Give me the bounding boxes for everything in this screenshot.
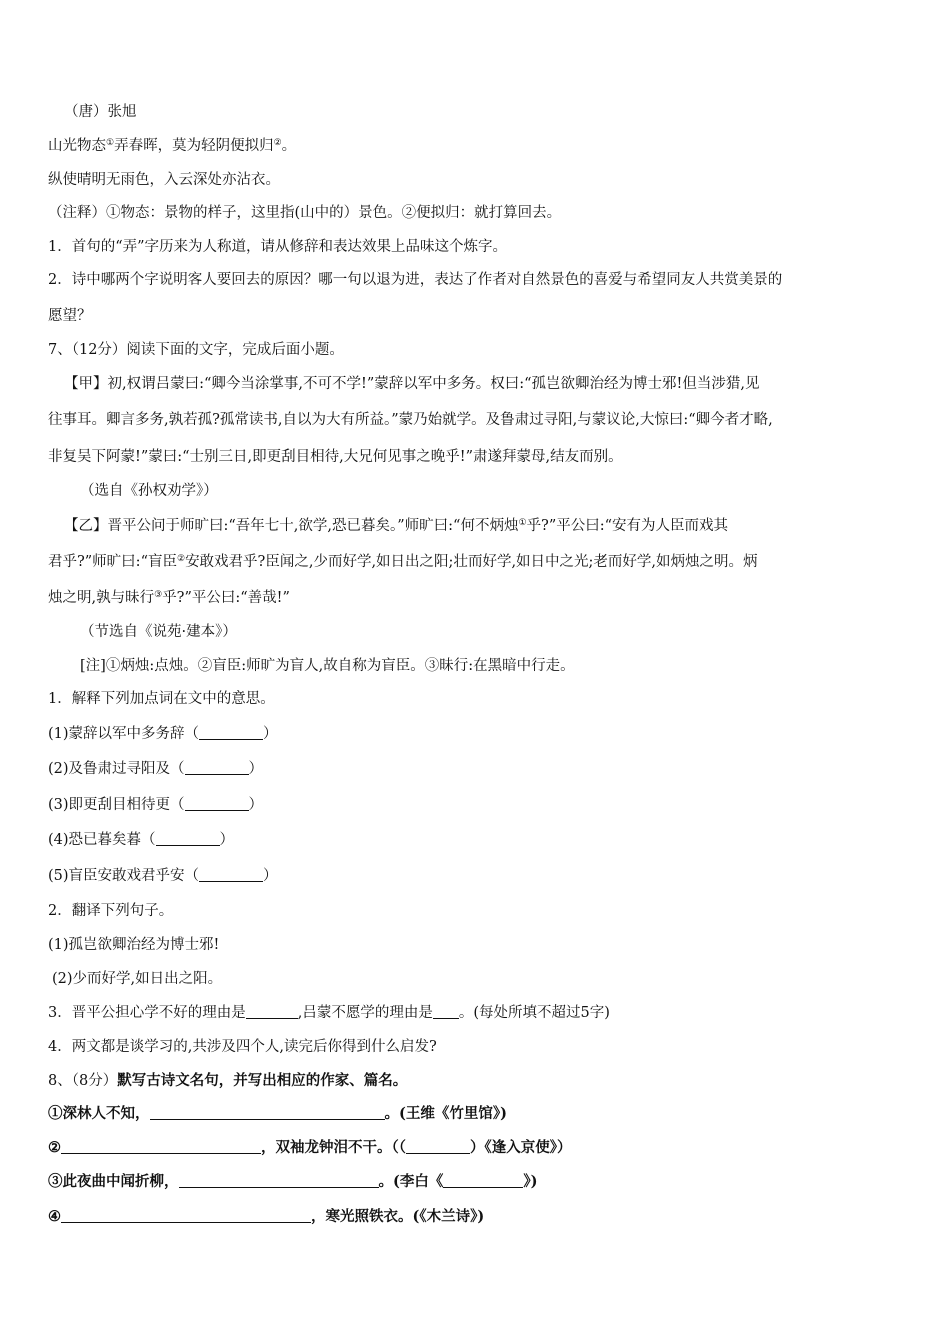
answer-blank[interactable] bbox=[179, 1173, 379, 1188]
item-text: (4)恐已暮矣暮（ bbox=[48, 832, 156, 848]
answer-blank[interactable] bbox=[199, 867, 263, 882]
item-text: (1)蒙辞以军中多务辞（ bbox=[48, 726, 200, 742]
q7-sub2-title: 2．翻译下列句子。 bbox=[48, 903, 174, 919]
poem-line-1-part-a: 山光物态 bbox=[48, 138, 106, 154]
q8-item-2-part-b: ，双袖龙钟泪不干。（（ bbox=[261, 1139, 406, 1156]
q7-yi-line-3-part-a: 烛之明,孰与昧行 bbox=[48, 590, 155, 606]
q7-sub1-item-5 bbox=[48, 867, 278, 885]
poem-question-2-line-2: 愿望？ bbox=[48, 308, 92, 324]
q8-item-3-part-c: 》) bbox=[523, 1173, 538, 1190]
item-text: (5)盲臣安敢戏君乎安（ bbox=[48, 868, 200, 884]
answer-blank[interactable] bbox=[185, 760, 249, 775]
q7-sub3-part-a: 3．晋平公担心学不好的理由是 bbox=[48, 1005, 246, 1021]
item-close: ） bbox=[219, 832, 235, 848]
q7-notes: [注]①炳烛:点烛。②盲臣:师旷为盲人,故自称为盲臣。③昧行:在黑暗中行走。 bbox=[80, 658, 575, 674]
q8-item-1-part-b: 。(王维《竹里馆》) bbox=[384, 1105, 507, 1122]
poem-author: （唐）张旭 bbox=[64, 104, 137, 120]
q8-header-instruction: 默写古诗文名句，并写出相应的作家、篇名。 bbox=[117, 1072, 408, 1089]
answer-blank[interactable] bbox=[246, 1004, 298, 1019]
q8-item-4-part-b: ，寒光照铁衣。(《木兰诗》) bbox=[311, 1208, 485, 1225]
poem-line-1 bbox=[48, 137, 296, 155]
answer-blank[interactable] bbox=[443, 1173, 523, 1188]
item-close: ） bbox=[263, 868, 278, 884]
item-text: (2)及鲁肃过寻阳及（ bbox=[48, 761, 185, 777]
q7-yi-line-2-part-b: 安敢戏君乎?臣闻之,少而好学,如日出之阳;壮而好学,如日中之光;老而好学,如炳烛之明。炳 bbox=[185, 554, 758, 570]
q8-item-1-part-a: ①深林人不知， bbox=[48, 1105, 150, 1122]
q7-sub2-item-1: (1)孤岂欲卿治经为博士邪! bbox=[48, 937, 220, 953]
q8-item-1 bbox=[48, 1105, 507, 1123]
q8-header bbox=[48, 1072, 407, 1090]
item-close: ） bbox=[248, 761, 264, 777]
q8-item-3-part-b: 。(李白《 bbox=[378, 1173, 444, 1190]
q7-jia-line-3: 非复吴下阿蒙!”蒙曰:“士别三日,即更刮目相待,大兄何见事之晚乎!”肃遂拜蒙母,结友而别。 bbox=[48, 449, 623, 465]
footnote-mark-yi-3: ③ bbox=[154, 590, 163, 600]
footnote-mark-2: ② bbox=[273, 138, 282, 148]
answer-blank[interactable] bbox=[156, 831, 220, 846]
q7-sub3 bbox=[48, 1004, 610, 1022]
poem-line-1-part-c: 。 bbox=[281, 138, 297, 154]
answer-blank[interactable] bbox=[406, 1139, 470, 1154]
q7-sub1-item-2 bbox=[48, 760, 263, 778]
q7-yi-source: （节选自《说苑·建本》） bbox=[80, 624, 237, 640]
poem-line-1-part-b: 弄春晖，莫为轻阴便拟归 bbox=[114, 138, 274, 154]
q8-item-4 bbox=[48, 1208, 484, 1226]
q8-item-3 bbox=[48, 1173, 538, 1191]
q7-sub1-item-4 bbox=[48, 831, 234, 849]
q7-header: 7、（12分）阅读下面的文字，完成后面小题。 bbox=[48, 342, 344, 358]
q8-item-3-part-a: ③此夜曲中闻折柳， bbox=[48, 1173, 179, 1190]
footnote-mark-yi-2: ② bbox=[176, 554, 186, 564]
answer-blank[interactable] bbox=[61, 1139, 261, 1154]
poem-note: （注释）①物态：景物的样子，这里指(山中的）景色。②便拟归：就打算回去。 bbox=[48, 205, 562, 221]
q8-item-2-part-a: ② bbox=[48, 1139, 61, 1156]
q7-yi-line-3 bbox=[48, 589, 290, 607]
q7-jia-line-2: 往事耳。卿言多务,孰若孤?孤常读书,自以为大有所益。”蒙乃始就学。及鲁肃过寻阳,与蒙议论,大惊曰:“卿今者才略, bbox=[48, 412, 773, 428]
q7-yi-line-1 bbox=[64, 517, 728, 535]
footnote-mark-yi-1: ① bbox=[518, 518, 527, 528]
answer-blank[interactable] bbox=[433, 1004, 459, 1019]
q7-yi-line-2 bbox=[48, 553, 758, 571]
q7-sub1-item-1 bbox=[48, 725, 278, 743]
q7-sub1-title: 1．解释下列加点词在文中的意思。 bbox=[48, 691, 275, 707]
poem-question-1: 1．首句的“弄”字历来为人称道，请从修辞和表达效果上品味这个炼字。 bbox=[48, 239, 508, 255]
q7-yi-line-1-part-b: 乎?”平公曰:“安有为人臣而戏其 bbox=[526, 518, 729, 534]
q7-yi-line-3-part-b: 乎?”平公曰:“善哉!” bbox=[162, 590, 290, 606]
item-close: ） bbox=[248, 797, 264, 813]
answer-blank[interactable] bbox=[150, 1105, 385, 1120]
item-close: ） bbox=[263, 726, 278, 742]
poem-line-2: 纵使晴明无雨色，入云深处亦沾衣。 bbox=[48, 172, 280, 188]
answer-blank[interactable] bbox=[185, 796, 249, 811]
q7-yi-line-2-part-a: 君乎?”师旷曰:“盲臣 bbox=[48, 554, 177, 570]
q7-sub1-item-3 bbox=[48, 796, 263, 814]
item-text: (3)即更刮目相待更（ bbox=[48, 797, 185, 813]
q7-jia-source: （选自《孙权劝学》） bbox=[80, 483, 218, 499]
q7-sub4: 4．两文都是谈学习的,共涉及四个人,读完后你得到什么启发? bbox=[48, 1039, 437, 1055]
q8-item-2-part-c: ）《逢入京使》） bbox=[470, 1139, 572, 1156]
poem-question-2-line-1: 2．诗中哪两个字说明客人要回去的原因？哪一句以退为进，表达了作者对自然景色的喜爱与希望同友人共赏美景的 bbox=[48, 272, 783, 288]
q7-sub3-part-c: 。(每处所填不超过5字) bbox=[458, 1005, 610, 1021]
answer-blank[interactable] bbox=[199, 725, 263, 740]
q7-jia-line-1: 【甲】初,权谓吕蒙曰:“卿今当涂掌事,不可不学!”蒙辞以军中多务。权曰:“孤岂欲卿治经为博士邪!但当涉猎,见 bbox=[64, 376, 760, 392]
q7-sub2-item-2: (2)少而好学,如日出之阳。 bbox=[52, 971, 223, 987]
footnote-mark-1: ① bbox=[106, 138, 115, 148]
answer-blank[interactable] bbox=[61, 1208, 311, 1223]
q7-yi-line-1-part-a: 【乙】晋平公问于师旷曰:“吾年七十,欲学,恐已暮矣。”师旷曰:“何不炳烛 bbox=[64, 518, 519, 534]
q8-item-2 bbox=[48, 1139, 572, 1157]
q8-item-4-part-a: ④ bbox=[48, 1208, 61, 1225]
q7-sub3-part-b: ,吕蒙不愿学的理由是 bbox=[297, 1005, 433, 1021]
q8-header-score: 8、（8分） bbox=[48, 1073, 118, 1089]
